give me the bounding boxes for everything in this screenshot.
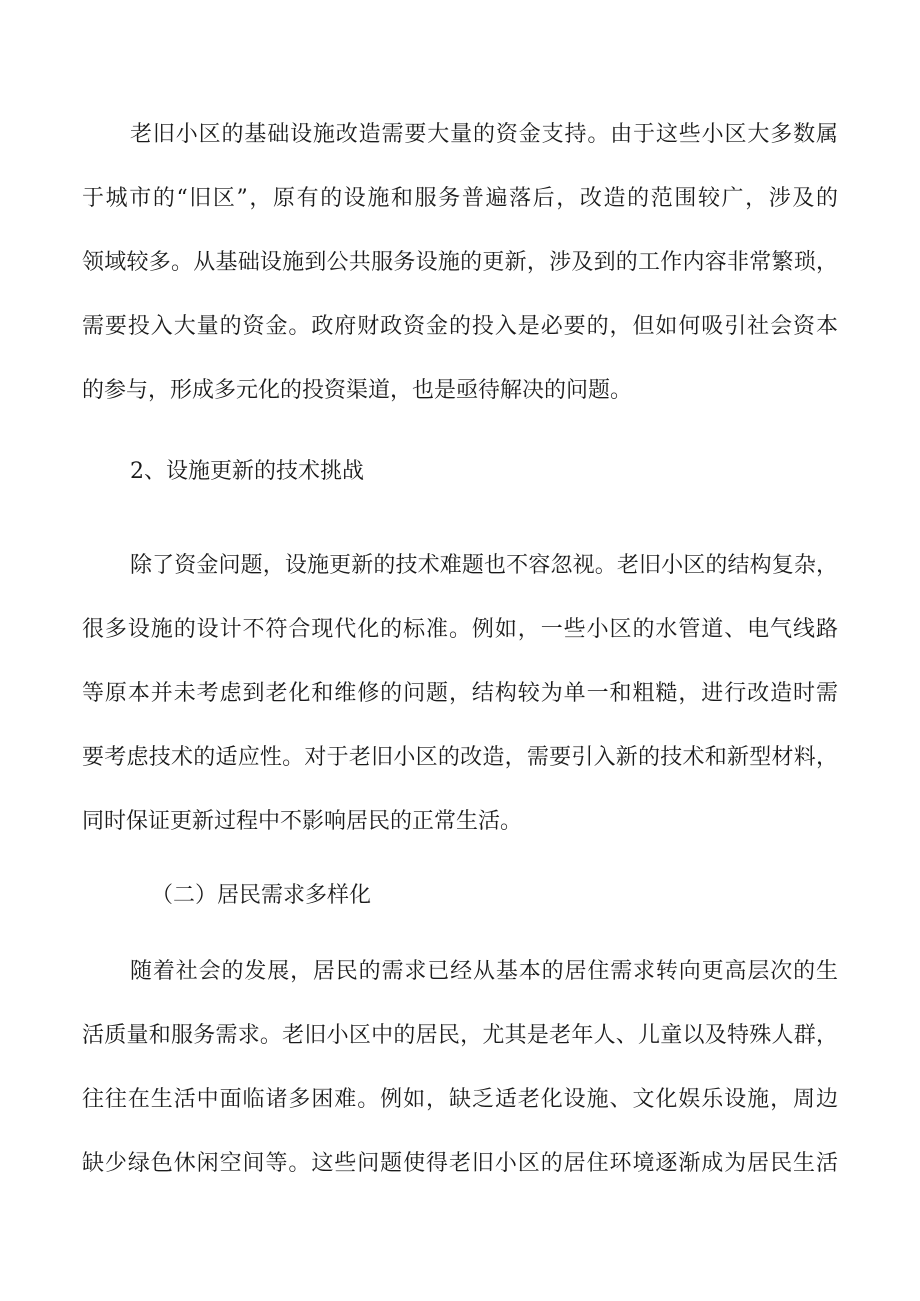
paragraph-line: 于城市的“旧区”，原有的设施和服务普遍落后，改造的范围较广，涉及的 (82, 186, 838, 211)
paragraph-line: 需要投入大量的资金。政府财政资金的投入是必要的，但如何吸引社会资本 (82, 314, 838, 339)
paragraph-line: 缺少绿色休闲空间等。这些问题使得老旧小区的居住环境逐渐成为居民生活 (82, 1151, 838, 1176)
paragraph-line: 的参与，形成多元化的投资渠道，也是亟待解决的问题。 (82, 378, 633, 403)
paragraph-line: 同时保证更新过程中不影响居民的正常生活。 (82, 809, 523, 834)
paragraph-line: 等原本并未考虑到老化和维修的问题，结构较为单一和粗糙，进行改造时需 (82, 681, 838, 706)
section-heading: 2、设施更新的技术挑战 (130, 459, 364, 484)
paragraph-line: 随着社会的发展，居民的需求已经从基本的居住需求转向更高层次的生 (130, 959, 838, 984)
paragraph-line: 很多设施的设计不符合现代化的标准。例如，一些小区的水管道、电气线路 (82, 617, 838, 642)
paragraph-line: 往往在生活中面临诸多困难。例如，缺乏适老化设施、文化娱乐设施，周边 (82, 1087, 838, 1112)
paragraph-line: 除了资金问题，设施更新的技术难题也不容忽视。老旧小区的结构复杂， (130, 553, 838, 578)
subsection-heading: （二）居民需求多样化 (151, 883, 372, 908)
paragraph-line: 老旧小区的基础设施改造需要大量的资金支持。由于这些小区大多数属 (130, 122, 838, 147)
paragraph-line: 领域较多。从基础设施到公共服务设施的更新，涉及到的工作内容非常繁琐， (82, 250, 838, 275)
paragraph-line: 要考虑技术的适应性。对于老旧小区的改造，需要引入新的技术和新型材料， (82, 745, 838, 770)
paragraph-line: 活质量和服务需求。老旧小区中的居民，尤其是老年人、儿童以及特殊人群， (82, 1023, 838, 1048)
